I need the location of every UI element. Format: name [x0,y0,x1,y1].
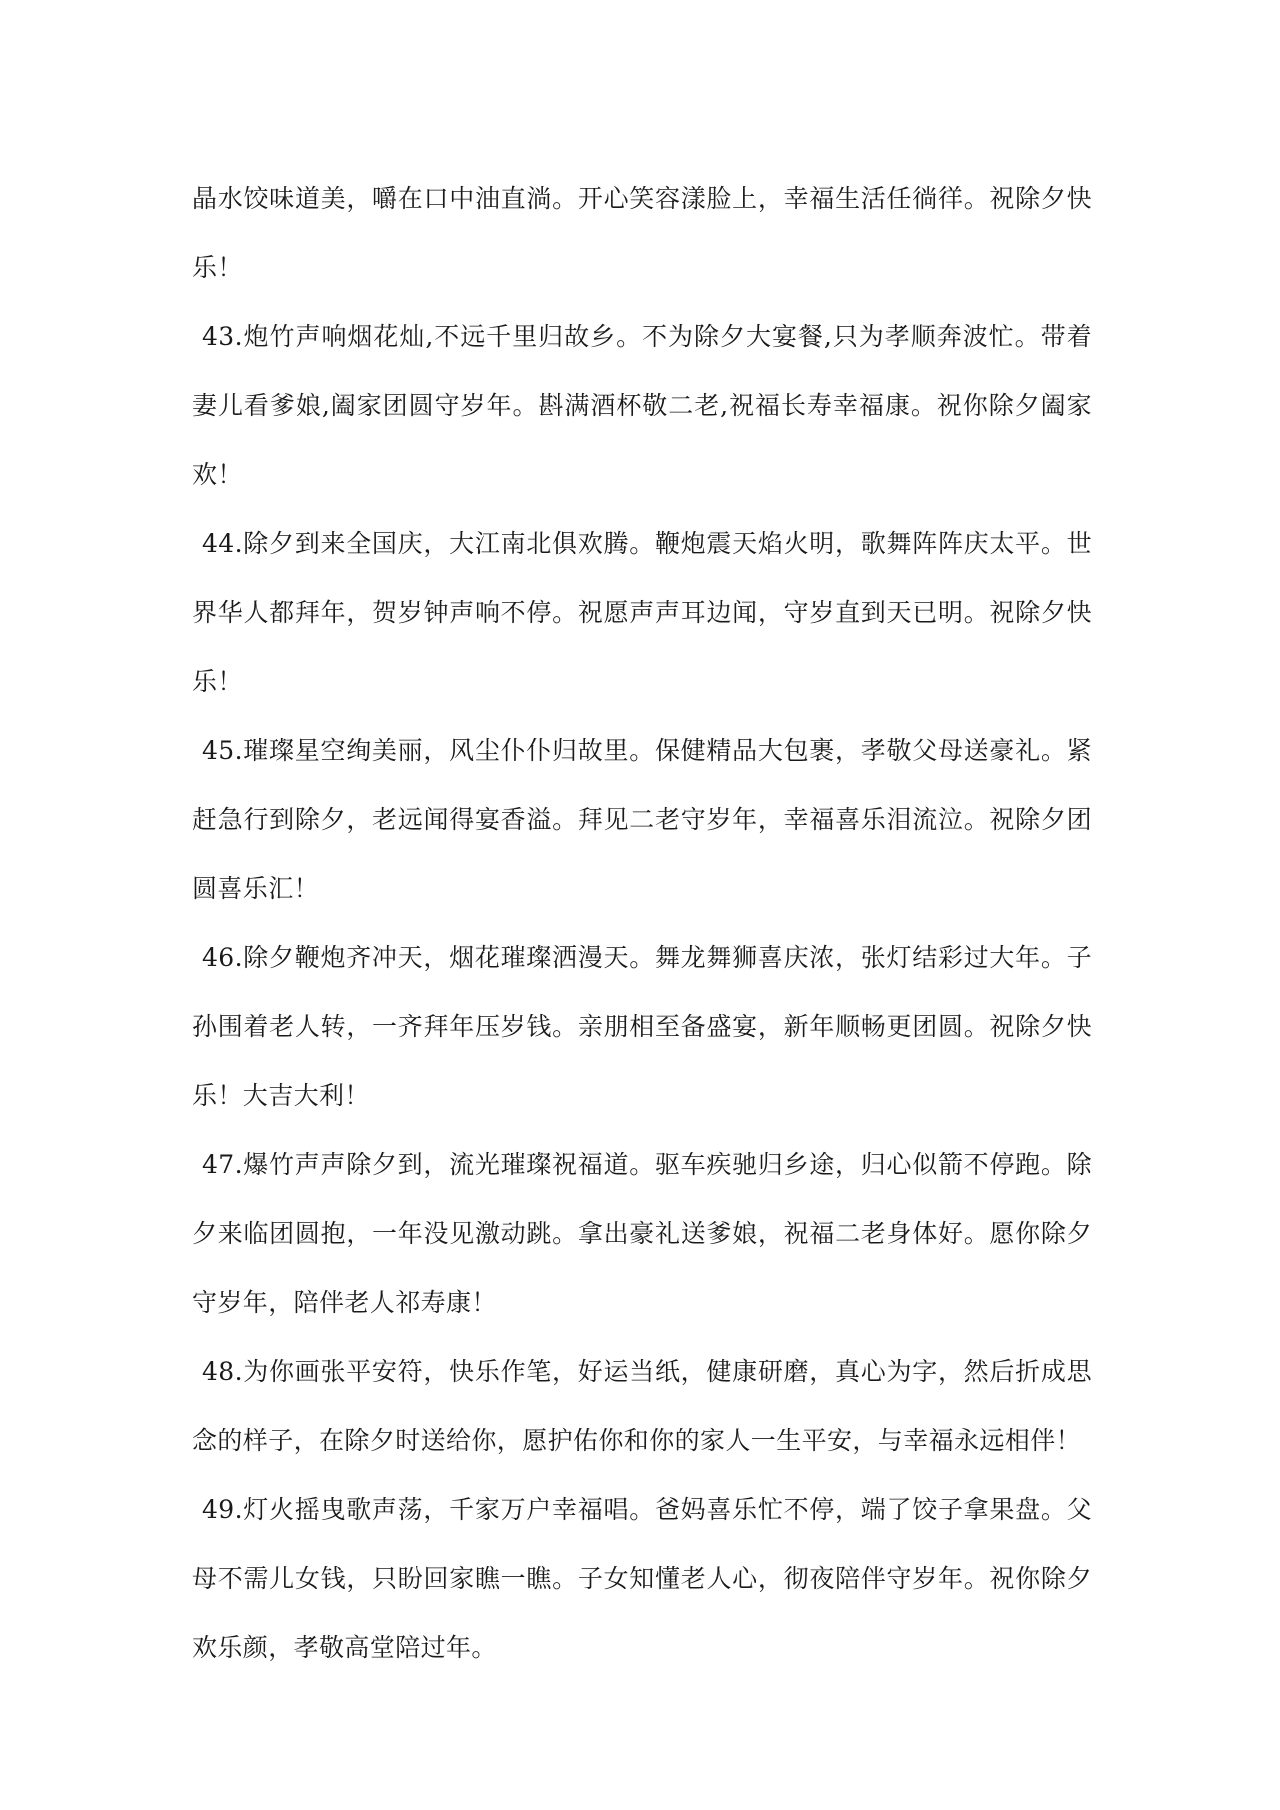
paragraph-43: 43.炮竹声响烟花灿,不远千里归故乡。不为除夕大宴餐,只为孝顺奔波忙。带着妻儿看爹娘,阖家团圆守岁年。斟满酒杯敬二老,祝福长寿幸福康。祝你除夕阖家欢！ [192,322,1092,489]
paragraph-continuation: 晶水饺味道美，嚼在口中油直淌。开心笑容漾脸上，幸福生活任徜徉。祝除夕快乐！ [192,184,1092,282]
paragraph-44: 44.除夕到来全国庆，大江南北俱欢腾。鞭炮震天焰火明，歌舞阵阵庆太平。世界华人都拜年，贺岁钟声响不停。祝愿声声耳边闻，守岁直到天已明。祝除夕快乐！ [192,529,1092,696]
paragraph-46: 46.除夕鞭炮齐冲天，烟花璀璨洒漫天。舞龙舞狮喜庆浓，张灯结彩过大年。子孙围着老人转，一齐拜年压岁钱。亲朋相至备盛宴，新年顺畅更团圆。祝除夕快乐！大吉大利！ [192,943,1092,1110]
paragraph-48: 48.为你画张平安符，快乐作笔，好运当纸，健康研磨，真心为字，然后折成思念的样子，在除夕时送给你，愿护佑你和你的家人一生平安，与幸福永远相伴！ [192,1357,1092,1455]
paragraph-47: 47.爆竹声声除夕到，流光璀璨祝福道。驱车疾驰归乡途，归心似箭不停跑。除夕来临团圆抱，一年没见激动跳。拿出豪礼送爹娘，祝福二老身体好。愿你除夕守岁年，陪伴老人祁寿康！ [192,1150,1092,1317]
document-body [192,164,1092,1682]
paragraph-49: 49.灯火摇曳歌声荡，千家万户幸福唱。爸妈喜乐忙不停，端了饺子拿果盘。父母不需儿女钱，只盼回家瞧一瞧。子女知懂老人心，彻夜陪伴守岁年。祝你除夕欢乐颜，孝敬高堂陪过年。 [192,1495,1092,1662]
paragraph-45: 45.璀璨星空绚美丽，风尘仆仆归故里。保健精品大包裹，孝敬父母送豪礼。紧赶急行到除夕，老远闻得宴香溢。拜见二老守岁年，幸福喜乐泪流泣。祝除夕团圆喜乐汇！ [192,736,1092,903]
